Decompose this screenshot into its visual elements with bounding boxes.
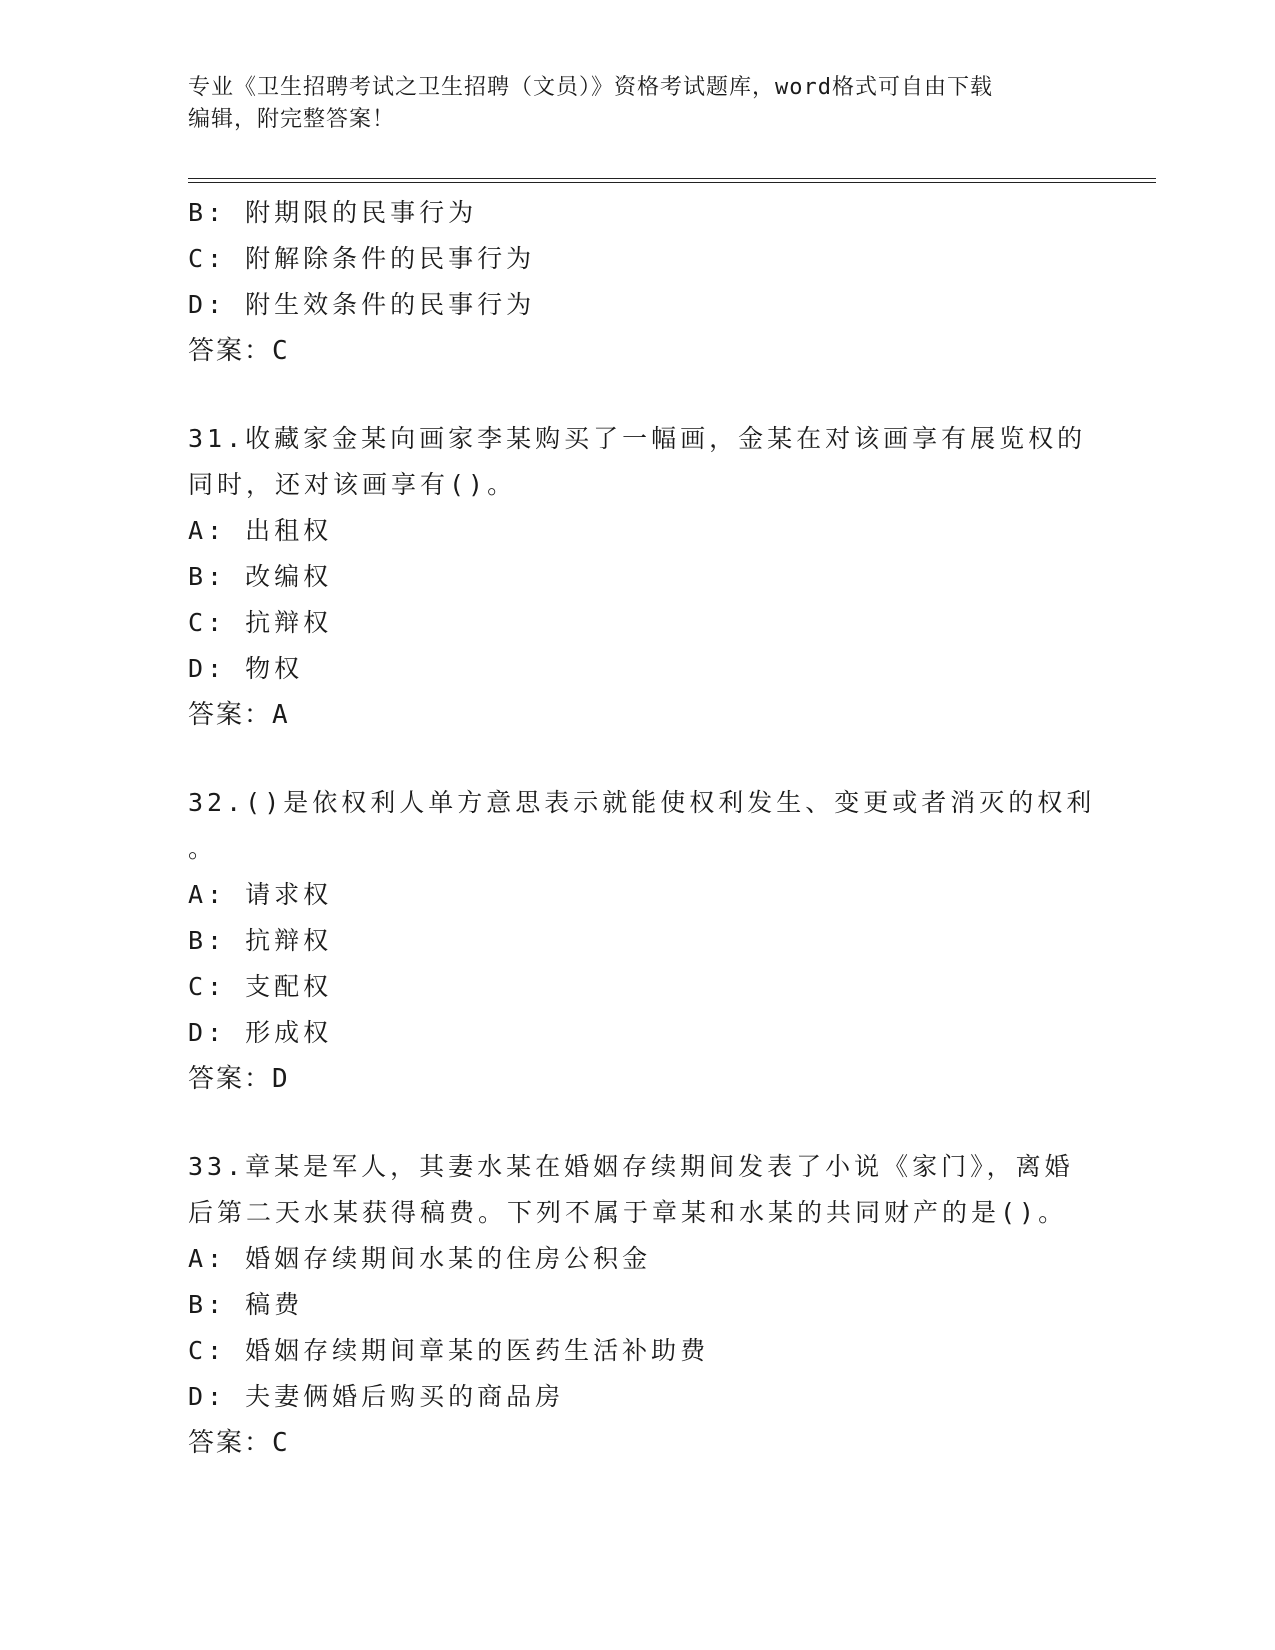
question-line: 后第二天水某获得稿费。下列不属于章某和水某的共同财产的是()。 [188, 1198, 1068, 1227]
header-line-2: 编辑，附完整答案！ [188, 107, 396, 132]
header-line-1: 专业《卫生招聘考试之卫生招聘（文员）》资格考试题库，word格式可自由下载 [188, 75, 993, 100]
question-line: 。 [188, 834, 218, 863]
option-a: A: 出租权 [188, 516, 333, 545]
answer: 答案：C [188, 336, 290, 366]
question-text [188, 780, 1096, 872]
header-divider-top [188, 178, 1156, 179]
question-line: 31.收藏家金某向画家李某购买了一幅画，金某在对该画享有展览权的 [188, 424, 1087, 453]
option-c: C: 附解除条件的民事行为 [188, 244, 536, 273]
option-c: C: 婚姻存续期间章某的医药生活补助费 [188, 1336, 710, 1365]
question-30-tail [188, 190, 1088, 374]
option-b: B: 抗辩权 [188, 926, 333, 955]
option-a: A: 婚姻存续期间水某的住房公积金 [188, 1244, 652, 1273]
option-d: D: 形成权 [188, 1018, 333, 1047]
question-line: 32.()是依权利人单方意思表示就能使权利发生、变更或者消灭的权利 [188, 788, 1096, 817]
question-line: 同时，还对该画享有()。 [188, 470, 517, 499]
option-d: D: 夫妻俩婚后购买的商品房 [188, 1382, 565, 1411]
question-text [188, 416, 1088, 508]
document-body [188, 190, 1096, 1466]
question-line: 33.章某是军人，其妻水某在婚姻存续期间发表了小说《家门》，离婚 [188, 1152, 1074, 1181]
option-a: A: 请求权 [188, 880, 333, 909]
option-c: C: 抗辩权 [188, 608, 333, 637]
header-divider-bottom [188, 182, 1156, 183]
option-c: C: 支配权 [188, 972, 333, 1001]
question-31 [188, 416, 1088, 738]
question-text [188, 1144, 1088, 1236]
option-d: D: 附生效条件的民事行为 [188, 290, 536, 319]
option-b: B: 附期限的民事行为 [188, 198, 478, 227]
answer: 答案：A [188, 700, 290, 730]
option-b: B: 改编权 [188, 562, 333, 591]
question-32 [188, 780, 1096, 1102]
answer: 答案：D [188, 1064, 290, 1094]
document-header [188, 72, 1068, 136]
question-33 [188, 1144, 1088, 1466]
option-d: D: 物权 [188, 654, 304, 683]
option-b: B: 稿费 [188, 1290, 304, 1319]
answer: 答案：C [188, 1428, 290, 1458]
